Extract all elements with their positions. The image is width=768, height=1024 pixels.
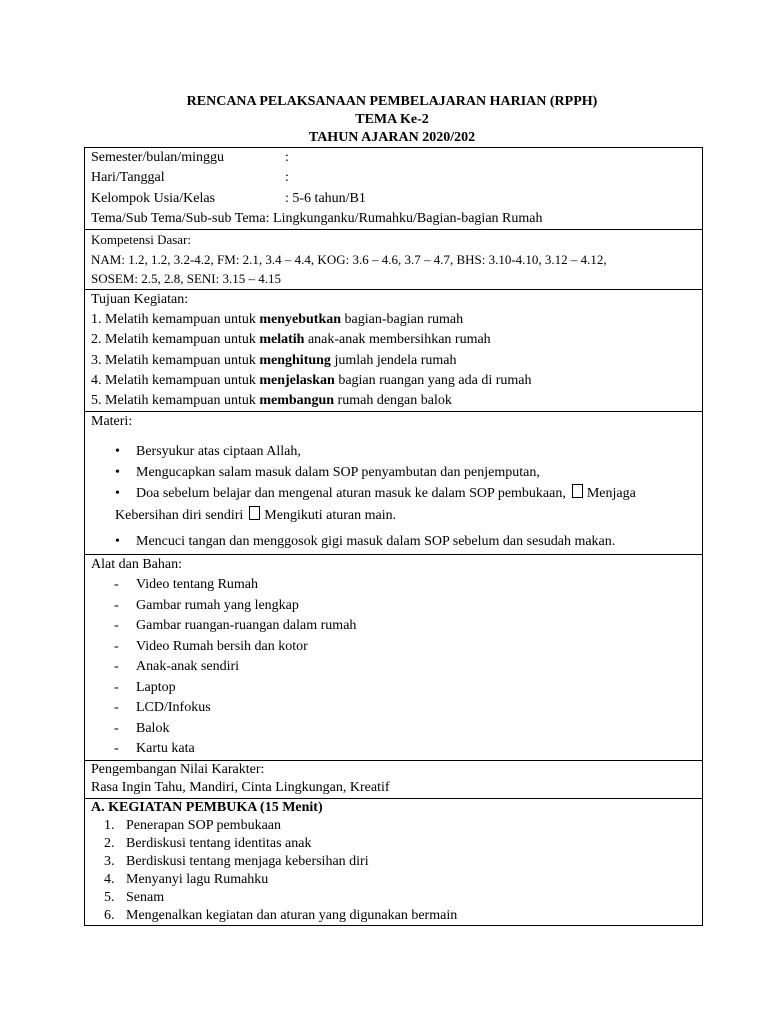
- bullet-icon: •: [115, 533, 120, 549]
- character-value: Rasa Ingin Tahu, Mandiri, Cinta Lingkungan, Kreatif: [91, 780, 390, 796]
- list-item: - Anak-anak sendiri: [91, 657, 696, 678]
- dash-icon: -: [114, 577, 119, 593]
- list-item: • Bersyukur atas ciptaan Allah,: [91, 441, 696, 462]
- dash-icon: -: [114, 700, 119, 716]
- bullet-icon: •: [115, 485, 120, 501]
- class-label: Kelompok Usia/Kelas: [91, 190, 216, 206]
- date-label: Hari/Tanggal: [91, 170, 165, 186]
- document-title: RENCANA PELAKSANAAN PEMBELAJARAN HARIAN (RPPH): [186, 94, 598, 109]
- list-item: - Gambar rumah yang lengkap: [91, 596, 696, 617]
- list-item: - Gambar ruangan-ruangan dalam rumah: [91, 616, 696, 637]
- tools-row: [85, 554, 703, 760]
- dash-icon: -: [114, 638, 119, 654]
- competency-line-1: NAM: 1.2, 1.2, 3.2-4.2, FM: 2.1, 3.4 – 4.4, KOG: 3.6 – 4.6, 3.7 – 4.7, BHS: 3.10-4.10, 3.12 – 4.12,: [91, 251, 607, 267]
- list-item: 4. Menyanyi lagu Rumahku: [104, 871, 269, 887]
- list-item: - Video Rumah bersih dan kotor: [91, 637, 696, 658]
- list-item: - Laptop: [91, 678, 696, 699]
- objectives-row: [85, 289, 703, 412]
- opening-activity-row: [85, 798, 703, 925]
- list-item: 5. Senam: [104, 889, 165, 905]
- competency-label: Kompetensi Dasar:: [91, 232, 192, 248]
- academic-year: TAHUN AJARAN 2020/202: [308, 130, 476, 145]
- materials-list: [91, 433, 696, 554]
- materials-row: [85, 412, 703, 554]
- identity-row: [85, 148, 703, 230]
- document-header: [0, 93, 768, 147]
- list-item: 3. Berdiskusi tentang menjaga kebersihan diri: [104, 853, 369, 869]
- objective-item: 3. Melatih kemampuan untuk menghitung jumlah jendela rumah: [91, 352, 457, 368]
- list-item: 1. Penerapan SOP pembukaan: [104, 817, 281, 833]
- list-item: - LCD/Infokus: [91, 698, 696, 719]
- objective-item: 2. Melatih kemampuan untuk melatih anak-anak membersihkan rumah: [91, 332, 491, 348]
- dash-icon: -: [114, 659, 119, 675]
- list-item: • Doa sebelum belajar dan mengenal aturan masuk ke dalam SOP pembukaan, Menjaga: [91, 483, 696, 504]
- list-item: - Kartu kata: [91, 739, 696, 760]
- opening-activity-title: A. KEGIATAN PEMBUKA (15 Menit): [91, 799, 323, 815]
- dash-icon: -: [114, 720, 119, 736]
- missing-glyph-icon: [572, 484, 583, 498]
- tools-label: Alat dan Bahan:: [91, 556, 182, 572]
- bullet-icon: •: [115, 443, 120, 459]
- class-value: : 5-6 tahun/B1: [285, 190, 366, 206]
- competency-row: [85, 230, 703, 290]
- competency-line-2: SOSEM: 2.5, 2.8, SENI: 3.15 – 4.15: [91, 271, 281, 287]
- list-item: 6. Mengenalkan kegiatan dan aturan yang digunakan bermain: [104, 907, 458, 923]
- list-item: 2. Berdiskusi tentang identitas anak: [104, 835, 312, 851]
- dash-icon: -: [114, 618, 119, 634]
- dash-icon: -: [114, 597, 119, 613]
- objective-item: 5. Melatih kemampuan untuk membangun rumah dengan balok: [91, 393, 452, 409]
- objective-item: 4. Melatih kemampuan untuk menjelaskan bagian ruangan yang ada di rumah: [91, 372, 532, 388]
- objective-item: 1. Melatih kemampuan untuk menyebutkan bagian-bagian rumah: [91, 311, 464, 327]
- list-item: • Mengucapkan salam masuk dalam SOP penyambutan dan penjemputan,: [91, 462, 696, 483]
- semester-label: Semester/bulan/minggu: [91, 150, 224, 165]
- bullet-icon: •: [115, 464, 120, 480]
- theme-heading: TEMA Ke-2: [355, 112, 429, 127]
- objectives-label: Tujuan Kegiatan:: [91, 291, 189, 307]
- dash-icon: -: [114, 741, 119, 757]
- list-item: - Video tentang Rumah: [91, 575, 696, 596]
- theme-line: Tema/Sub Tema/Sub-sub Tema: Lingkunganku/Rumahku/Bagian-bagian Rumah: [91, 210, 543, 226]
- semester-value: :: [285, 150, 289, 165]
- character-label: Pengembangan Nilai Karakter:: [91, 761, 265, 777]
- materials-label: Materi:: [91, 414, 133, 430]
- date-value: :: [285, 170, 289, 186]
- rpph-table: [84, 147, 703, 926]
- list-item: • Mencuci tangan dan menggosok gigi masuk dalam SOP sebelum dan sesudah makan.: [91, 531, 696, 552]
- dash-icon: -: [114, 679, 119, 695]
- missing-glyph-icon: [249, 506, 260, 520]
- list-item: - Balok: [91, 719, 696, 740]
- character-row: [85, 760, 703, 798]
- list-item-continuation: Kebersihan diri sendiri Mengikuti aturan main.: [115, 507, 397, 523]
